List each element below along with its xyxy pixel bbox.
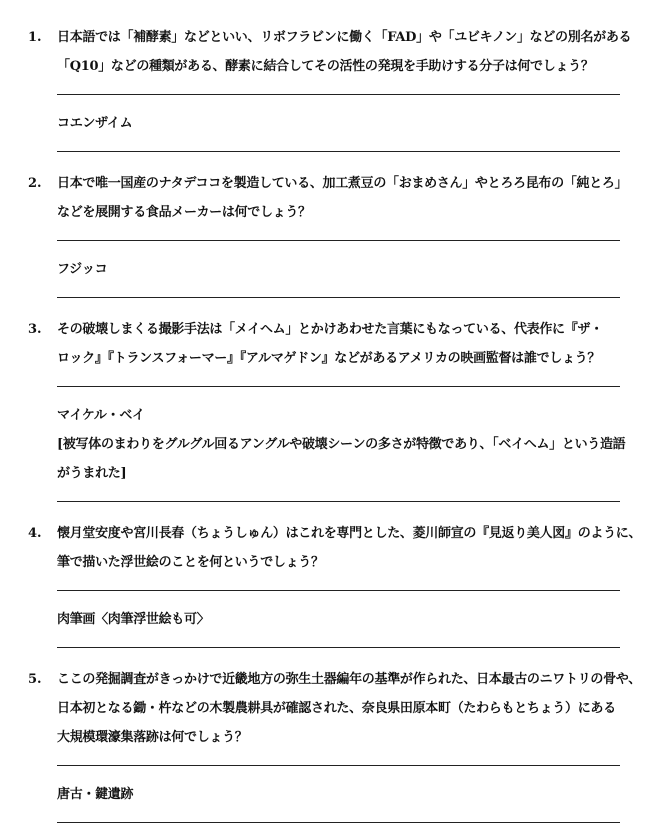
separator-line [57, 577, 620, 605]
question-text: その破壊しまくる撮影手法は「メイヘム」とかけあわせた言葉にもなっている、代表作に『ザ・ [57, 322, 603, 337]
question-text: 日本初となる鋤・杵などの木製農耕具が確認された、奈良県田原本町（たわらもとちょう）にある [57, 701, 616, 716]
question-text: 懐月堂安度や宮川長春（ちょうしゅん）はこれを専門とした、菱川師宣の『見返り美人図』のように、 [57, 526, 642, 541]
question-text: 「Q10」などの種類がある、酵素に結合してその活性の発現を手助けする分子は何でしょう？ [57, 59, 594, 74]
question-text: 大規模環濠集落跡は何でしょう？ [57, 730, 248, 745]
question-block [0, 665, 667, 840]
question-number: 3. [28, 322, 42, 337]
question-block [0, 23, 667, 169]
separator-line [57, 634, 620, 662]
separator-line [57, 373, 620, 401]
question-text: などを展開する食品メーカーは何でしょう？ [57, 205, 311, 220]
question-text: 日本で唯一国産のナタデココを製造している、加工煮豆の「おまめさん」やとろろ昆布の「純とろ」 [57, 176, 628, 191]
question-block [0, 169, 667, 315]
question-text: 筆で描いた浮世絵のことを何というでしょう？ [57, 555, 324, 570]
answer-text: コエンザイム [57, 116, 133, 131]
answer-note: [被写体のまわりをグルグル回るアングルや破壊シーンの多さが特徴であり、「ベイヘム」という造語 [57, 437, 626, 452]
question-number: 1. [28, 30, 42, 45]
question-number: 5. [28, 672, 42, 687]
separator-line [57, 138, 620, 166]
question-text: ここの発掘調査がきっかけで近畿地方の弥生土器編年の基準が作られた、日本最古のニワトリの骨や、 [57, 672, 641, 687]
separator-line [57, 81, 620, 109]
question-text: 日本語では「補酵素」などといい、リボフラビンに働く「FAD」や「ユビキノン」などの別名がある [57, 30, 632, 45]
answer-text: マイケル・ベイ [57, 408, 145, 423]
question-number: 4. [28, 526, 42, 541]
separator-line [57, 809, 620, 837]
separator-line [57, 227, 620, 255]
answer-text: 唐古・鍵遺跡 [57, 787, 134, 802]
question-text: ロック』『トランスフォーマー』『アルマゲドン』などがあるアメリカの映画監督は誰でしょう？ [57, 351, 601, 366]
separator-line [57, 488, 620, 516]
answer-text: フジッコ [57, 262, 108, 277]
separator-line [57, 284, 620, 312]
question-block [0, 315, 667, 519]
question-number: 2. [28, 176, 42, 191]
answer-text: 肉筆画〈肉筆浮世絵も可〉 [57, 612, 210, 627]
question-block [0, 519, 667, 665]
answer-note: がうまれた] [57, 466, 127, 481]
separator-line [57, 752, 620, 780]
